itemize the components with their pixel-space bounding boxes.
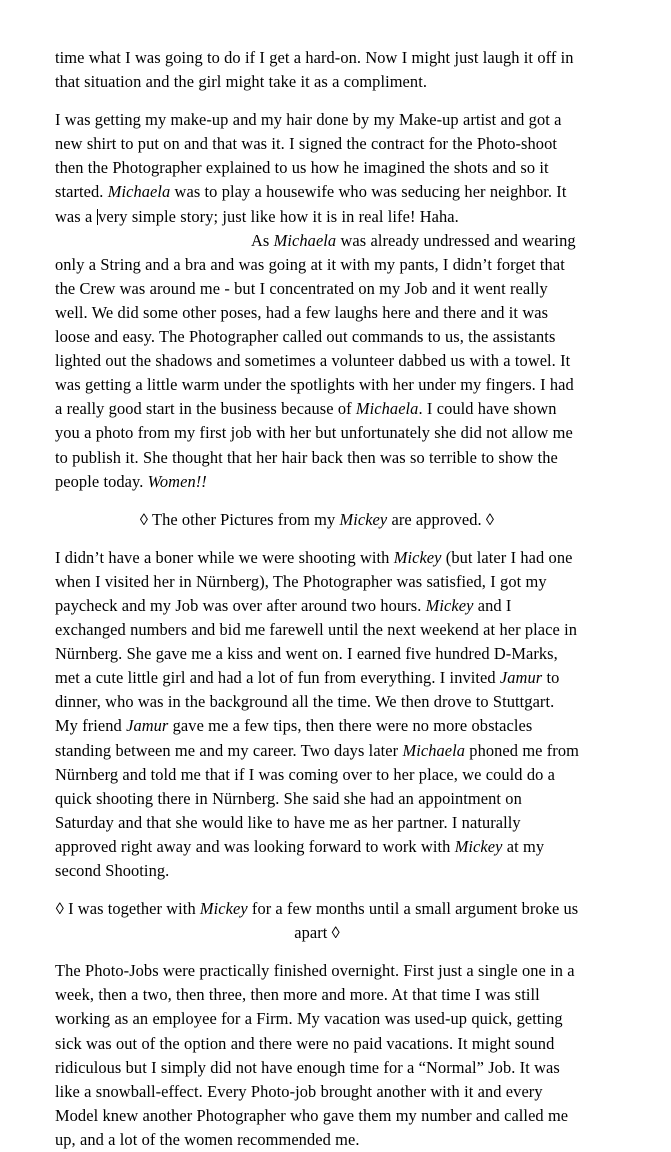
- emphasis-text: Mickey: [454, 836, 503, 856]
- body-text: very simple story; just like how it is in real life! Haha.: [98, 206, 459, 226]
- emphasis-text: Jamur: [126, 716, 169, 736]
- body-text: was already undressed and wearing only a String and a bra and was going at it with my pants, I didn’t forget that the Crew was around me - but I concentrated on my Job and it went really well. We did some other poses, had a few laughs here and there and it was loose and easy. The Photographer called out commands to us, the assistants lighted out the shadows and sometimes a volunteer dabbed us with a towel. It was getting a little warm under the spotlights with her under my fingers. I had a really good start in the business because of: [55, 230, 576, 419]
- paragraph-1: [55, 46, 579, 94]
- emphasis-text: Michaela: [355, 399, 419, 419]
- emphasis-text: Jamur: [499, 668, 543, 688]
- paragraph-2: [55, 108, 579, 494]
- body-text: As: [251, 230, 274, 250]
- text-column: [55, 46, 579, 1152]
- emphasis-text: Mickey: [393, 547, 442, 567]
- emphasis-text: Michaela: [107, 182, 171, 202]
- paragraph-3: [55, 546, 579, 883]
- body-text: I was getting my make-up and my hair done by my Make-up artist and got a new shirt to put on and that was it. I signed the contract for the Photo-shoot then the Photographer explained to us how he imagined the shots and so it started.: [55, 110, 562, 202]
- emphasis-text: Mickey: [425, 595, 474, 615]
- emphasis-text: Women!!: [147, 471, 207, 491]
- heading-2: [55, 897, 579, 945]
- paragraph-4-text: The Photo-Jobs were practically finished overnight. First just a single one in a week, then a two, then three, then more and more. At that time I was still working as an employee for a Firm. My vacation was used-up quick, getting sick was out of the option and there were no paid vacations. It might sound ridiculous but I simply did not have enough time for a “Normal” Job. It was like a snowball-effect. Every Photo-job brought another with it and every Model knew another Photographer who gave them my number and called me up, and a lot of the women recommended me.: [55, 961, 575, 1149]
- body-text: to dinner, who was in the background all the time. We then drove to Stuttgart. My friend: [55, 668, 560, 736]
- paragraph-4: [55, 959, 579, 1152]
- body-text: was to play a housewife who was seducing her neighbor. It was a: [55, 182, 567, 226]
- body-text: gave me a few tips, then there were no more obstacles standing between me and my career. Two days later: [55, 716, 533, 760]
- paragraph-1-text: time what I was going to do if I get a hard-on. Now I might just laugh it off in that situation and the girl might take it as a compliment.: [55, 48, 574, 92]
- body-text: are approved. ◊: [387, 509, 495, 529]
- heading-1: [55, 508, 579, 532]
- body-text: for a few months until a small argument broke us apart ◊: [247, 899, 579, 943]
- body-text: phoned me from Nürnberg and told me that if I was coming over to her place, we could do a quick shooting there in Nürnberg. She said she had an appointment on Saturday and that she would like to have me as her partner. I naturally approved right away and was looking forward to work with: [55, 740, 579, 856]
- body-text: I didn’t have a boner while we were shooting with: [55, 547, 394, 567]
- emphasis-text: Mickey: [339, 509, 388, 529]
- emphasis-text: Michaela: [402, 740, 466, 760]
- body-text: ◊ The other Pictures from my: [139, 509, 340, 529]
- emphasis-text: Mickey: [199, 899, 248, 919]
- body-text: at my second Shooting.: [55, 836, 545, 880]
- body-text: ◊ I was together with: [55, 899, 200, 919]
- body-text: (but later I had one when I visited her in Nürnberg), The Photographer was satisfied, I got my paycheck and my Job was over after around two hours.: [55, 547, 573, 615]
- body-text: and I exchanged numbers and bid me farewell until the next weekend at her place in Nürnberg. She gave me a kiss and went on. I earned five hundred D-Marks, met a cute little girl and had a lot of fun from everything. I invited: [55, 595, 578, 688]
- emphasis-text: Michaela: [273, 230, 337, 250]
- body-text: . I could have shown you a photo from my first job with her but unfortunately she did not allow me to publish it. She thought that her hair back then was so terrible to show the people today.: [55, 399, 573, 491]
